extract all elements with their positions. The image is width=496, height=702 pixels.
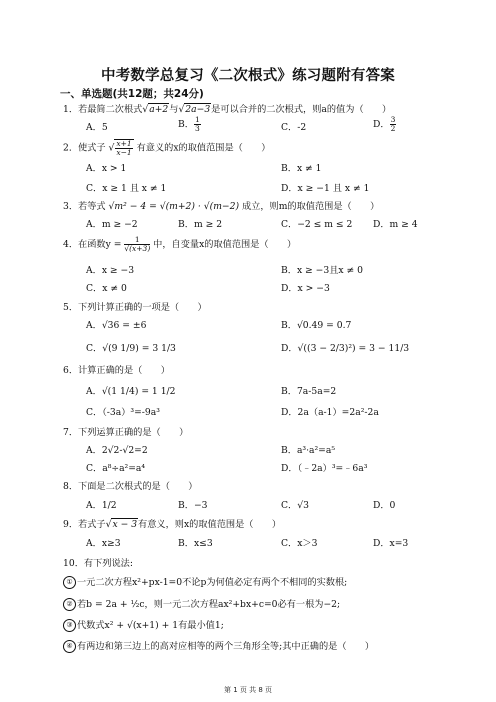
question-10: 10．有下列说法: — [63, 558, 133, 569]
q3-stem-a: 3．若等式 — [63, 201, 106, 212]
q3-option-b[interactable]: B．m ≥ 2 — [178, 219, 223, 230]
q1-option-a[interactable]: A．5 — [86, 122, 108, 133]
q6-option-a[interactable]: A．√(1 1/4) = 1 1/2 — [86, 386, 176, 397]
q10-statement-4 — [63, 638, 374, 653]
q4-option-c[interactable]: C．x ≠ 0 — [86, 283, 127, 294]
question-2: 2．使式子 √ $\frac{x+1}{x-1}$ 有意义的x的取值范围是（ ） — [63, 139, 271, 157]
q3-equation: m² − 4 = √(m+2) · √(m−2) — [114, 201, 240, 212]
q6-option-c[interactable]: C．（-3a）³=-9a³ — [86, 407, 160, 418]
q2-option-b[interactable]: B．x ≠ 1 — [281, 163, 322, 174]
q9-option-c[interactable]: C．x＞3 — [281, 538, 318, 549]
q2-stem-a: 2．使式子 — [63, 142, 106, 154]
q5-option-a[interactable]: A．√36 = ±6 — [86, 320, 147, 331]
q3-option-c[interactable]: C．−2 ≤ m ≤ 2 — [281, 219, 353, 230]
q5-option-c[interactable]: C．√(9 1/9) = 3 1/3 — [86, 343, 176, 354]
q10-statement-2 — [63, 596, 340, 611]
q4-option-b[interactable]: B．x ≥ −3且x ≠ 0 — [281, 265, 363, 276]
q10-statement-3-text: 代数式x² + √(x+1) + 1有最小值1; — [77, 620, 224, 631]
question-7: 7．下列运算正确的是（ ） — [63, 427, 189, 438]
q4-stem-a: 4．在函数y = — [63, 239, 122, 250]
q3-option-d[interactable]: D．m ≥ 4 — [373, 219, 418, 230]
q3-option-a[interactable]: A．m ≥ −2 — [86, 219, 138, 230]
q1-option-d[interactable] — [373, 116, 396, 133]
q1-stem-c: 是可以合并的二次根式，则a的值为（ ） — [211, 104, 392, 115]
question-1: 1．若最简二次根式√a+2与√2a−3是可以合并的二次根式，则a的值为（ ） — [63, 104, 392, 115]
page-title: 中考数学总复习《二次根式》练习题附有答案 — [101, 68, 395, 84]
q9-option-b[interactable]: B．x≤3 — [178, 538, 213, 549]
q1-option-b-fraction: $\frac{1}{3}$ — [194, 115, 200, 133]
q1-radical-1: a+2 — [149, 104, 169, 115]
q1-stem-b: 与 — [169, 104, 179, 115]
q6-option-d[interactable]: D．2a（a-1）=2a²-2a — [281, 407, 379, 418]
question-3: 3．若等式 √m² − 4 = √(m+2) · √(m−2) 成立，则m的取值范围是（ ） — [63, 201, 380, 212]
q7-option-a[interactable]: A．2√2-√2=2 — [86, 445, 148, 456]
q2-stem-b: 有意义的x的取值范围是（ ） — [136, 142, 271, 154]
q9-option-a[interactable]: A．x≥3 — [86, 538, 121, 549]
q1-radical-2: 2a−3 — [185, 104, 211, 115]
q1-option-d-fraction: $\frac{3}{2}$ — [390, 115, 396, 133]
q2-option-d[interactable]: D．x ≥ −1 且 x ≠ 1 — [281, 183, 370, 194]
q4-stem-b: 中，自变量x的取值范围是（ ） — [153, 239, 297, 250]
q10-statement-1 — [63, 574, 347, 589]
section-heading: 一、单选题(共12题；共24分) — [60, 88, 204, 100]
circled-number-1: ① — [63, 576, 76, 589]
circled-number-3: ③ — [63, 619, 76, 632]
page-footer: 第 1 页 共 8 页 — [223, 686, 273, 694]
circled-number-2: ② — [63, 598, 76, 611]
q1-option-b[interactable] — [178, 116, 201, 133]
q2-option-c[interactable]: C．x ≥ 1 且 x ≠ 1 — [86, 183, 167, 194]
q7-option-d[interactable]: D．（﹣2a）³=﹣6a³ — [281, 463, 368, 474]
q8-option-d[interactable]: D．0 — [373, 500, 396, 511]
q5-option-d[interactable]: D．√((3 − 2/3)²) = 3 − 11/3 — [281, 343, 410, 354]
question-9: 9．若式子√x − 3有意义，则x的取值范围是（ ） — [63, 519, 282, 530]
q5-option-b[interactable]: B．√0.49 = 0.7 — [281, 320, 352, 331]
q1-stem-a: 1．若最简二次根式 — [63, 104, 143, 115]
q9-radical: x − 3 — [112, 519, 138, 530]
question-6: 6．计算正确的是（ ） — [63, 365, 170, 376]
q4-fraction: $\frac{1}{√(x+3)}$ — [124, 235, 151, 253]
q8-option-b[interactable]: B．−3 — [178, 500, 208, 511]
q1-option-c[interactable]: C．-2 — [281, 122, 307, 133]
q9-stem-b: 有意义，则x的取值范围是（ ） — [138, 519, 282, 530]
q1-option-d-label: D． — [373, 119, 390, 130]
q2-fraction: $\frac{x+1}{x-1}$ — [116, 139, 132, 157]
q9-stem-a: 9．若式子 — [63, 519, 106, 530]
q1-option-b-label: B． — [178, 119, 194, 130]
q10-statement-2-text: 若b = 2a + ½c，则一元二次方程ax²+bx+c=0必有一根为−2; — [77, 599, 341, 610]
q4-option-d[interactable]: D．x > −3 — [281, 283, 330, 294]
q6-option-b[interactable]: B．7a-5a=2 — [281, 386, 337, 397]
question-8: 8．下面是二次根式的是（ ） — [63, 481, 198, 492]
q10-statement-3 — [63, 617, 224, 632]
q8-option-c[interactable]: C．√3 — [281, 500, 309, 511]
q2-option-a[interactable]: A．x > 1 — [86, 163, 127, 174]
q9-option-d[interactable]: D．x=3 — [373, 538, 409, 549]
q8-option-a[interactable]: A．1/2 — [86, 500, 117, 511]
question-4 — [63, 236, 296, 253]
q10-statement-4-text: 有两边和第三边上的高对应相等的两个三角形全等;其中正确的是（ ） — [77, 641, 375, 652]
q7-option-b[interactable]: B．a³·a²=a⁵ — [281, 445, 336, 456]
q10-statement-1-text: 一元二次方程x²+px-1=0不论p为何值必定有两个不相同的实数根; — [77, 577, 348, 588]
circled-number-4: ④ — [63, 640, 76, 653]
q7-option-c[interactable]: C．a⁸÷a²=a⁴ — [86, 463, 146, 474]
q4-option-a[interactable]: A．x ≥ −3 — [86, 265, 135, 276]
question-5: 5．下列计算正确的一项是（ ） — [63, 302, 207, 313]
q3-stem-b: 成立，则m的取值范围是（ ） — [241, 201, 380, 212]
